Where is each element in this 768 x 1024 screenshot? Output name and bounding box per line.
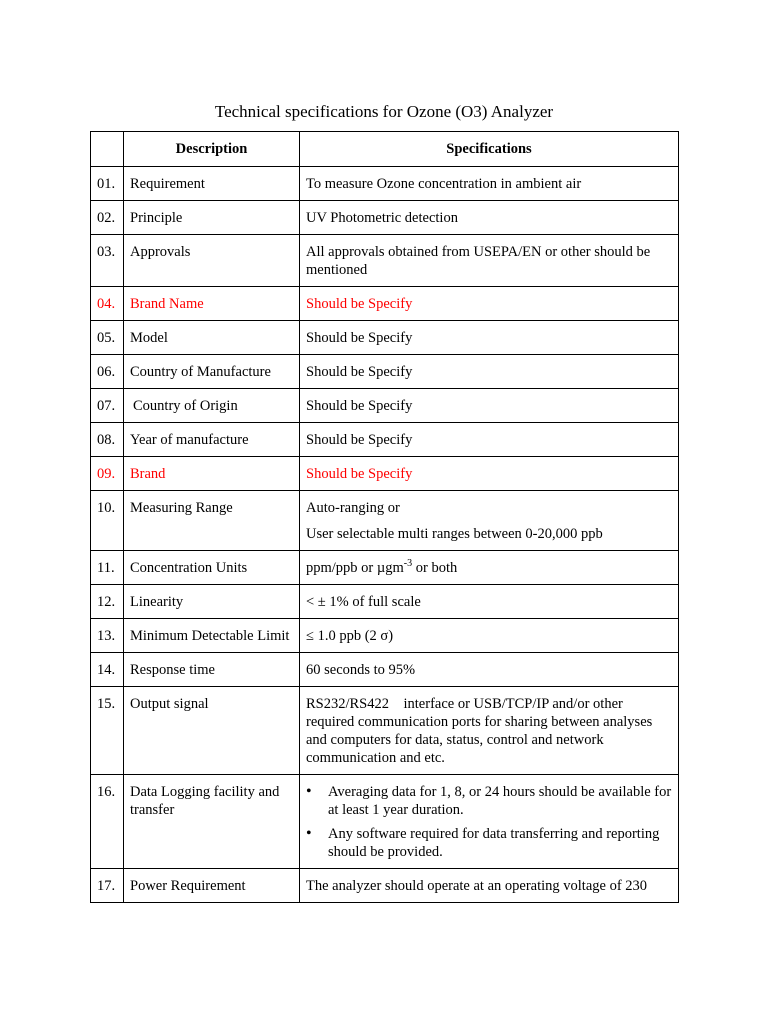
header-specifications: Specifications [300,132,679,167]
row-specification: The analyzer should operate at an operating voltage of 230 [300,869,679,903]
row-number: 09. [91,457,124,491]
row-specification: To measure Ozone concentration in ambient air [300,167,679,201]
row-description: Principle [124,201,300,235]
table-row [91,491,679,551]
row-specification: Should be Specify [300,355,679,389]
row-specification [300,551,679,585]
document-title: Technical specifications for Ozone (O3) Analyzer [214,102,554,121]
row-number: 01. [91,167,124,201]
row-number: 12. [91,585,124,619]
row-description: Year of manufacture [124,423,300,457]
row-specification: Should be Specify [300,321,679,355]
table-row [91,619,679,653]
spec-text: ppm/ppb or µgm [306,560,404,576]
row-number: 08. [91,423,124,457]
table-row [91,869,679,903]
specifications-table [90,131,679,903]
row-description: Output signal [124,687,300,775]
row-number: 15. [91,687,124,775]
row-description: Model [124,321,300,355]
row-description: Concentration Units [124,551,300,585]
row-number: 10. [91,491,124,551]
row-number: 05. [91,321,124,355]
row-description: Brand Name [124,287,300,321]
header-number [91,132,124,167]
row-number: 07. [91,389,124,423]
row-specification: Should be Specify [300,423,679,457]
spec-text-tail: or both [412,560,458,576]
table-row-highlighted [91,457,679,491]
row-number: 17. [91,869,124,903]
row-number: 14. [91,653,124,687]
spec-superscript: -3 [403,558,413,570]
row-number: 03. [91,235,124,287]
header-description: Description [124,132,300,167]
bullet-list [306,783,672,861]
table-row [91,389,679,423]
table-row [91,653,679,687]
row-description: Measuring Range [124,491,300,551]
bullet-item: • Any software required for data transferring and reporting should be provided. [328,825,672,861]
row-specification: Should be Specify [300,389,679,423]
row-description: Requirement [124,167,300,201]
row-number: 16. [91,775,124,869]
table-row [91,775,679,869]
row-specification: UV Photometric detection [300,201,679,235]
table-row-highlighted [91,287,679,321]
table-row [91,321,679,355]
row-specification: Should be Specify [300,287,679,321]
row-number: 13. [91,619,124,653]
row-description: Approvals [124,235,300,287]
row-number: 06. [91,355,124,389]
row-description: Brand [124,457,300,491]
row-specification: ≤ 1.0 ppb (2 σ) [300,619,679,653]
table-row [91,355,679,389]
row-specification: RS232/RS422 interface or USB/TCP/IP and/or other required communication ports for sharing between analyses and computers for data, status, control and network communication and etc. [300,687,679,775]
row-description: Country of Origin [124,389,300,423]
spec-line: User selectable multi ranges between 0-20,000 ppb [306,526,603,542]
bullet-item: • Averaging data for 1, 8, or 24 hours should be available for at least 1 year duration. [328,783,672,819]
row-number: 04. [91,287,124,321]
row-specification [300,775,679,869]
row-specification: < ± 1% of full scale [300,585,679,619]
table-row [91,235,679,287]
row-specification [300,491,679,551]
row-description: Country of Manufacture [124,355,300,389]
row-description: Minimum Detectable Limit [124,619,300,653]
table-row [91,201,679,235]
table-row [91,167,679,201]
row-description: Power Requirement [124,869,300,903]
row-number: 11. [91,551,124,585]
row-specification: Should be Specify [300,457,679,491]
table-row [91,687,679,775]
table-row [91,551,679,585]
table-row [91,423,679,457]
row-specification: 60 seconds to 95% [300,653,679,687]
row-description: Data Logging facility and transfer [124,775,300,869]
row-number: 02. [91,201,124,235]
row-description: Response time [124,653,300,687]
row-specification: All approvals obtained from USEPA/EN or other should be mentioned [300,235,679,287]
table-row [91,585,679,619]
row-description: Linearity [124,585,300,619]
table-header-row [91,132,679,167]
spec-line: Auto-ranging or [306,500,400,516]
